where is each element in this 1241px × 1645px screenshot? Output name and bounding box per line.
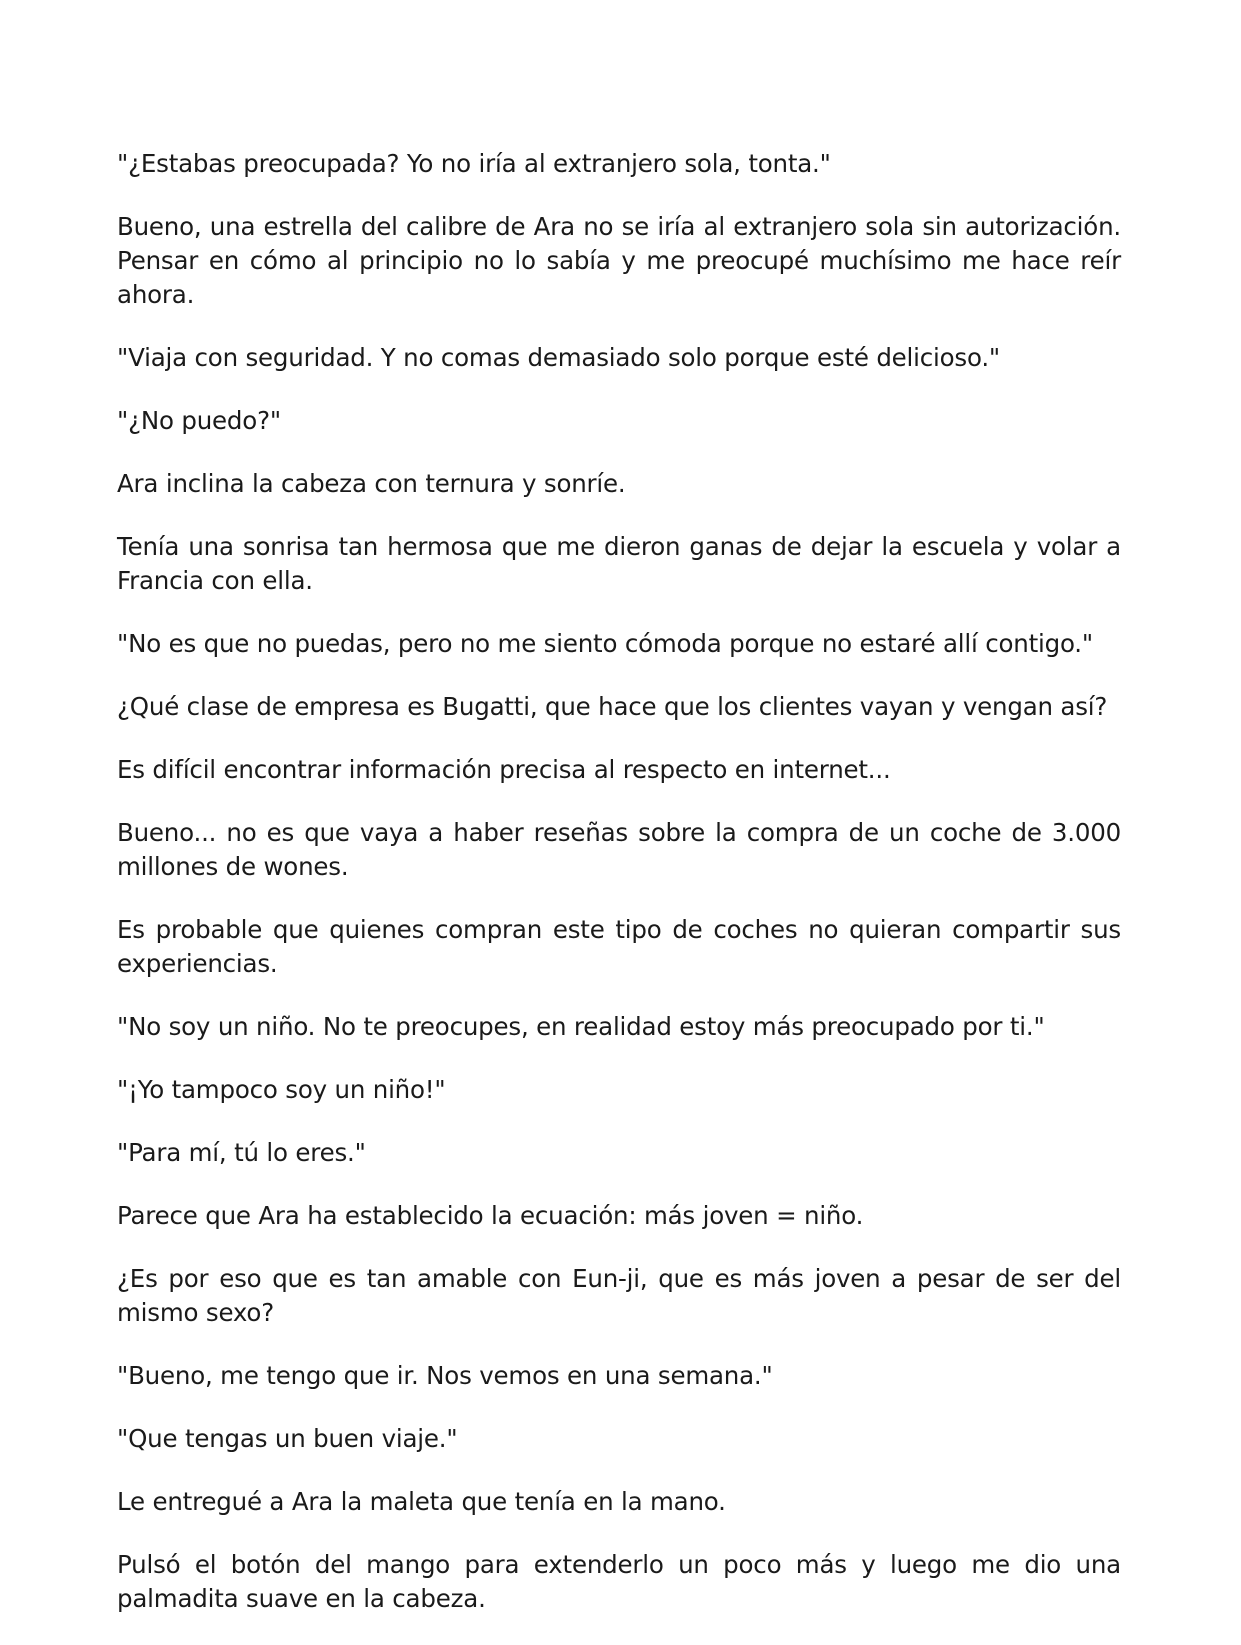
- paragraph: Le entregué a Ara la maleta que tenía en la mano.: [117, 1487, 726, 1516]
- paragraph: "¡Yo tampoco soy un niño!": [117, 1075, 446, 1104]
- paragraph: "Viaja con seguridad. Y no comas demasiado solo porque esté delicioso.": [117, 343, 1001, 372]
- paragraph: "No es que no puedas, pero no me siento cómoda porque no estaré allí contigo.": [117, 629, 1093, 658]
- paragraph: "¿No puedo?": [117, 406, 281, 435]
- paragraph: ¿Qué clase de empresa es Bugatti, que hace que los clientes vayan y vengan así?: [117, 692, 1108, 721]
- paragraph: "Para mí, tú lo eres.": [117, 1138, 366, 1167]
- paragraph: Ara inclina la cabeza con ternura y sonríe.: [117, 469, 626, 498]
- paragraph: Es probable que quienes compran este tipo de coches no quieran compartir sus experiencias.: [117, 915, 1121, 978]
- paragraph: ¿Es por eso que es tan amable con Eun-ji, que es más joven a pesar de ser del mismo sexo?: [117, 1264, 1121, 1327]
- paragraph: Bueno... no es que vaya a haber reseñas sobre la compra de un coche de 3.000 millones de wones.: [117, 818, 1121, 881]
- paragraph: "Bueno, me tengo que ir. Nos vemos en una semana.": [117, 1361, 773, 1390]
- document-page: [117, 147, 1121, 1645]
- paragraph: Es difícil encontrar información precisa al respecto en internet...: [117, 755, 891, 784]
- paragraph: "Que tengas un buen viaje.": [117, 1424, 458, 1453]
- paragraph: Pulsó el botón del mango para extenderlo un poco más y luego me dio una palmadita suave en la cabeza.: [117, 1550, 1121, 1613]
- paragraph: Tenía una sonrisa tan hermosa que me dieron ganas de dejar la escuela y volar a Francia con ella.: [117, 532, 1121, 595]
- paragraph: Parece que Ara ha establecido la ecuación: más joven = niño.: [117, 1201, 864, 1230]
- paragraph: "No soy un niño. No te preocupes, en realidad estoy más preocupado por ti.": [117, 1012, 1045, 1041]
- paragraph: "¿Estabas preocupada? Yo no iría al extranjero sola, tonta.": [117, 149, 831, 178]
- paragraph: Bueno, una estrella del calibre de Ara no se iría al extranjero sola sin autorización. Pensar en cómo al principio no lo sabía y me preocupé muchísimo me hace reír ahora.: [117, 212, 1121, 309]
